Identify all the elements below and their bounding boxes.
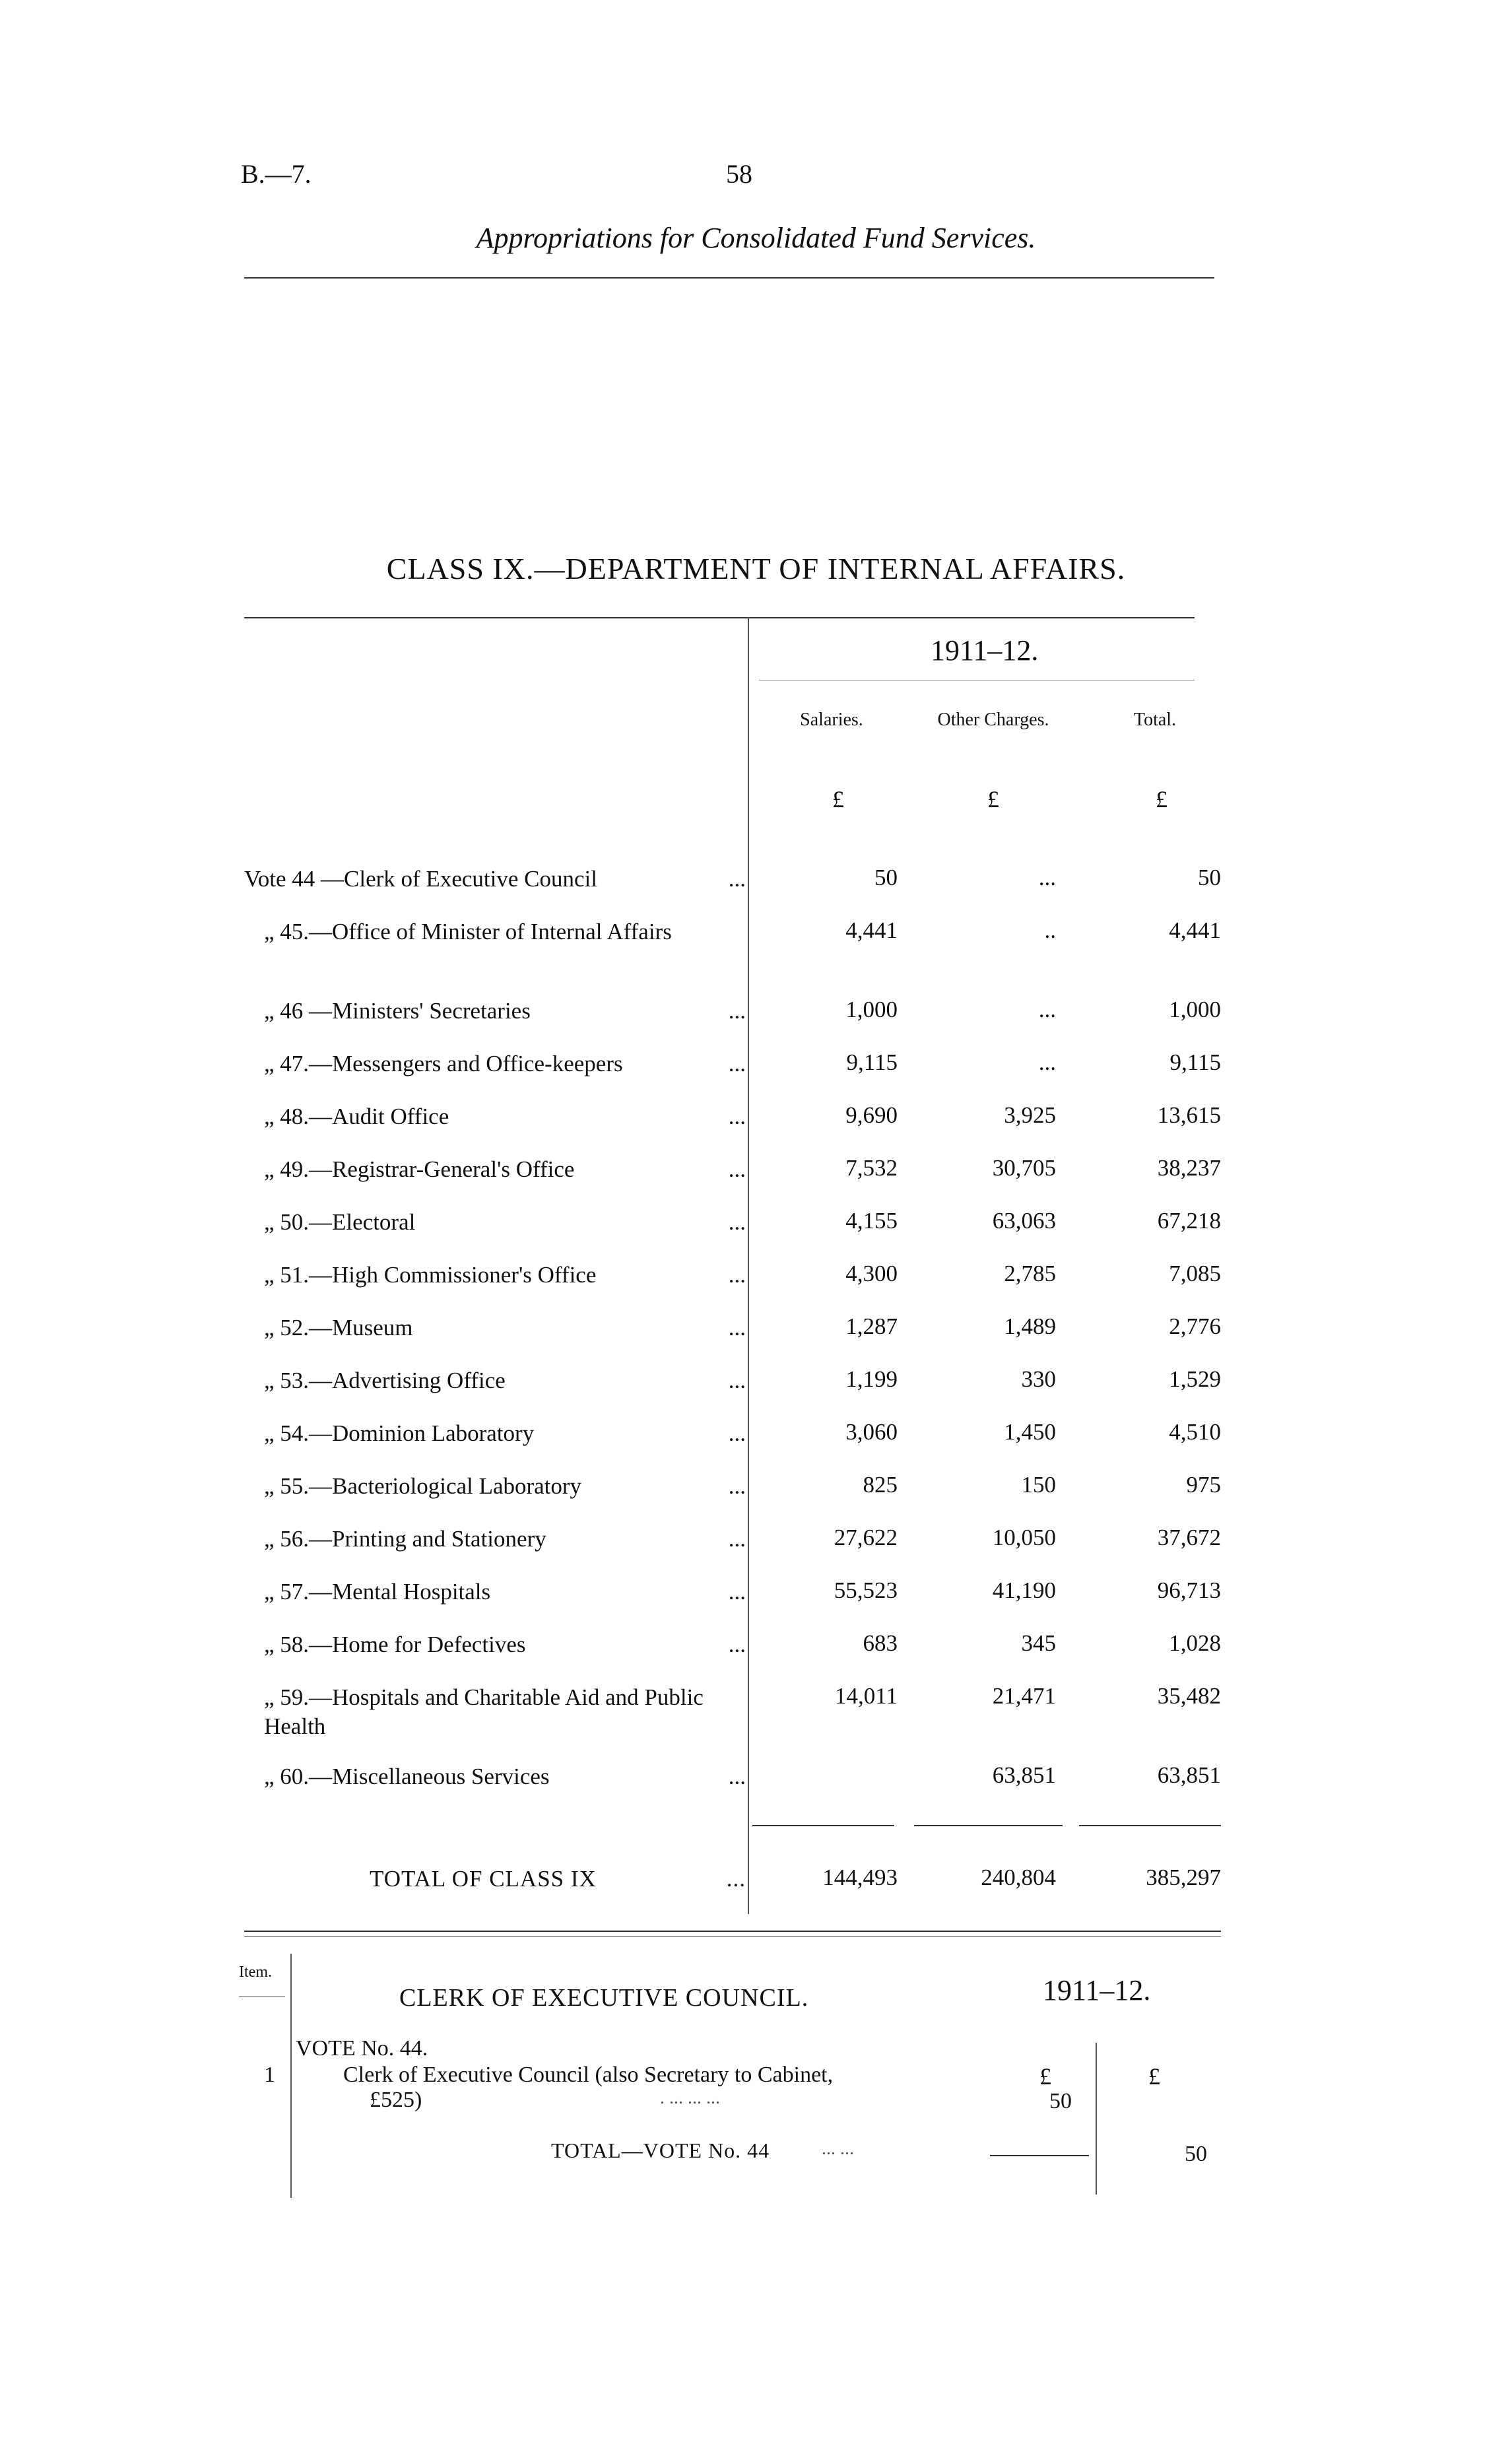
item-column-header: Item. [239, 1964, 272, 1981]
row-salaries: 27,622 [834, 1525, 898, 1550]
row-other-charges: 63,851 [992, 1762, 1056, 1788]
row-total: 4,441 [1169, 917, 1221, 943]
header-rule [244, 277, 1214, 279]
summary-year: 1911–12. [931, 634, 1039, 667]
item-amount: 50 [1049, 2089, 1072, 2113]
row-total: 7,085 [1169, 1261, 1221, 1286]
row-total: 9,115 [1169, 1049, 1221, 1075]
row-label: „ 59.—Hospitals and Charitable Aid and Public Health [264, 1684, 704, 1739]
row-total: 975 [1186, 1472, 1221, 1498]
row-label: „ 45.—Office of Minister of Internal Affairs [264, 919, 672, 944]
item-currency: £ [1039, 2063, 1051, 2090]
row-other-charges: 1,450 [1004, 1419, 1056, 1445]
row-salaries: 9,115 [846, 1049, 898, 1075]
row-label: „ 60.—Miscellaneous Services ... [264, 1764, 746, 1789]
row-total: 2,776 [1169, 1313, 1221, 1339]
row-label: „ 51.—High Commissioner's Office ... [264, 1262, 746, 1288]
row-other-charges: 10,050 [992, 1525, 1056, 1550]
row-other-charges: 30,705 [992, 1155, 1056, 1181]
row-label: „ 53.—Advertising Office ... [264, 1368, 746, 1393]
row-salaries: 1,000 [845, 997, 898, 1022]
row-total: 1,000 [1169, 997, 1221, 1022]
row-other-charges: 1,489 [1004, 1313, 1056, 1339]
item-description-amount: £525) [370, 2088, 422, 2112]
row-total: 4,510 [1169, 1419, 1221, 1445]
row-label: „ 47.—Messengers and Office-keepers ... [264, 1051, 746, 1076]
row-total: 63,851 [1157, 1762, 1221, 1788]
table-top-rule [244, 617, 1195, 618]
total-label: TOTAL OF CLASS IX ... [370, 1866, 746, 1892]
vote-heading: VOTE No. 44. [296, 2036, 428, 2061]
row-label: „ 49.—Registrar-General's Office ... [264, 1156, 746, 1182]
row-total: 1,028 [1169, 1630, 1221, 1656]
table-bottom-rule [244, 1931, 1221, 1932]
detail-title: CLERK OF EXECUTIVE COUNCIL. [399, 1984, 809, 2012]
row-salaries: 683 [863, 1630, 898, 1656]
row-label: Vote 44 —Clerk of Executive Council ... [244, 866, 746, 892]
column-header-other-charges: Other Charges. [937, 710, 1049, 730]
total-rule-other-charges [914, 1825, 1063, 1826]
vote-total-amount: 50 [1185, 2142, 1207, 2166]
document-code: B.—7. [241, 159, 312, 189]
item-leader-dots: . ... ... ... [660, 2088, 720, 2108]
row-salaries: 4,441 [845, 917, 898, 943]
total-rule-salaries [752, 1825, 894, 1826]
vote-total-dots: ... ... [822, 2138, 854, 2159]
row-other-charges: 63,063 [992, 1208, 1056, 1234]
row-label: „ 48.—Audit Office ... [264, 1104, 746, 1129]
row-label: „ 50.—Electoral ... [264, 1209, 746, 1235]
row-label: „ 54.—Dominion Laboratory ... [264, 1420, 746, 1446]
row-other-charges: 150 [1021, 1472, 1056, 1498]
row-other-charges: 345 [1021, 1630, 1056, 1656]
row-total: 67,218 [1157, 1208, 1221, 1234]
class-title: CLASS IX.—DEPARTMENT OF INTERNAL AFFAIRS. [386, 552, 1126, 585]
row-salaries: 55,523 [834, 1577, 898, 1603]
currency-other-charges: £ [987, 786, 999, 812]
row-total: 35,482 [1157, 1683, 1221, 1709]
row-other-charges: 21,471 [992, 1683, 1056, 1709]
item-number: 1 [264, 2063, 275, 2087]
row-total: 96,713 [1157, 1577, 1221, 1603]
row-label: „ 57.—Mental Hospitals ... [264, 1579, 746, 1604]
vote-total-label: TOTAL—VOTE No. 44 [551, 2138, 770, 2162]
row-total: 13,615 [1157, 1102, 1221, 1128]
row-total: 37,672 [1157, 1525, 1221, 1550]
vote-total-rule [990, 2155, 1089, 2156]
item-column-divider [290, 1954, 292, 2198]
row-other-charges: 330 [1021, 1366, 1056, 1392]
amount-column-divider [1096, 2043, 1097, 2195]
total-rule-total [1079, 1825, 1221, 1826]
currency-salaries: £ [832, 786, 844, 812]
row-label: „ 56.—Printing and Stationery ... [264, 1526, 746, 1552]
currency-total: £ [1156, 786, 1167, 812]
row-salaries: 825 [863, 1472, 898, 1498]
total-total: 385,297 [1146, 1865, 1221, 1890]
column-header-salaries: Salaries. [800, 710, 863, 730]
row-salaries: 50 [874, 865, 898, 890]
total-currency: £ [1148, 2063, 1160, 2090]
row-salaries: 14,011 [835, 1683, 898, 1709]
row-salaries: 3,060 [845, 1419, 898, 1445]
row-other-charges: ... [1038, 1049, 1056, 1075]
row-salaries: 4,155 [845, 1208, 898, 1234]
row-salaries: 1,287 [845, 1313, 898, 1339]
row-other-charges: ... [1038, 865, 1056, 890]
row-other-charges: 41,190 [992, 1577, 1056, 1603]
row-salaries: 9,690 [845, 1102, 898, 1128]
detail-year: 1911–12. [1043, 1974, 1151, 2006]
row-other-charges: .. [1044, 917, 1056, 943]
column-header-total: Total. [1133, 710, 1177, 730]
total-salaries: 144,493 [822, 1865, 898, 1890]
row-label: „ 46 —Ministers' Secretaries ... [264, 998, 746, 1024]
row-salaries: 4,300 [845, 1261, 898, 1286]
row-label: „ 52.—Museum ... [264, 1315, 746, 1340]
page-title: Appropriations for Consolidated Fund Services. [476, 222, 1036, 254]
page-number: 58 [726, 159, 752, 189]
row-label: „ 55.—Bacteriological Laboratory ... [264, 1473, 746, 1499]
row-total: 38,237 [1157, 1155, 1221, 1181]
row-other-charges: 3,925 [1004, 1102, 1056, 1128]
row-salaries: 7,532 [845, 1155, 898, 1181]
item-description: Clerk of Executive Council (also Secretary to Cabinet, [343, 2063, 834, 2087]
row-total: 1,529 [1169, 1366, 1221, 1392]
label-column-divider [748, 617, 749, 1914]
row-other-charges: 2,785 [1004, 1261, 1056, 1286]
row-total: 50 [1198, 865, 1221, 890]
row-label: „ 58.—Home for Defectives ... [264, 1632, 746, 1657]
total-other-charges: 240,804 [981, 1865, 1056, 1890]
row-other-charges: ... [1038, 997, 1056, 1022]
row-salaries: 1,199 [845, 1366, 898, 1392]
